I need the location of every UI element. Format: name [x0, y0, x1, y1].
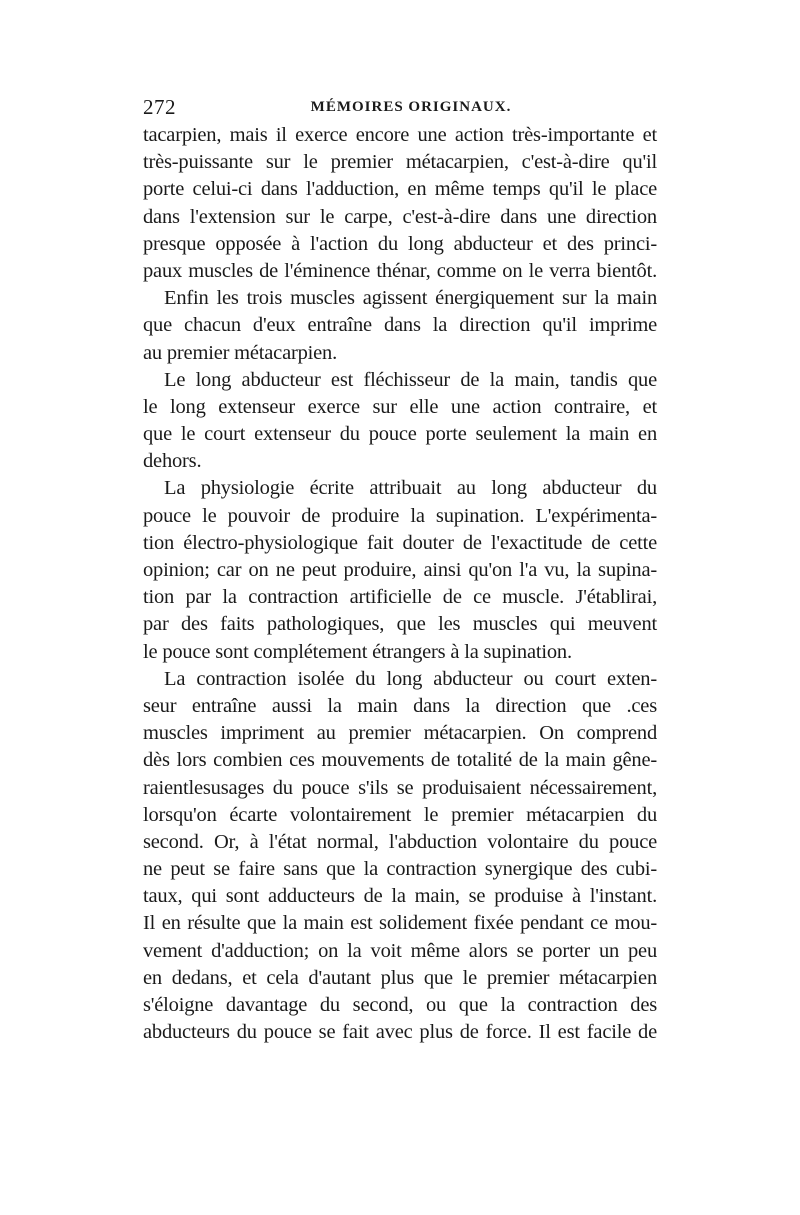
running-title: MÉMOIRES ORIGINAUX. [310, 99, 512, 115]
text-line: taux, qui sont adducteurs de la main, se produise à l'instant. [143, 885, 657, 908]
text-line: par des faits pathologiques, que les muscles qui meuvent [143, 613, 657, 636]
page-number: 272 [143, 95, 176, 119]
text-line: le pouce sont complétement étrangers à la supination. [143, 640, 572, 663]
text-line: tion électro-physiologique fait douter de l'exactitude de cette [143, 531, 657, 554]
text-line: vement d'adduction; on la voit même alors se porter un peu [143, 939, 657, 962]
text-line: dès lors combien ces mouvements de totalité de la main gêne- [143, 749, 657, 772]
book-page [143, 92, 657, 1046]
text-line: muscles impriment au premier métacarpien. On comprend [143, 722, 657, 745]
text-line: lorsqu'on écarte volontairement le premier métacarpien du [143, 803, 657, 826]
text-line: que chacun d'eux entraîne dans la direction qu'il imprime [143, 314, 657, 337]
text-line: paux muscles de l'éminence thénar, comme on le verra bientôt. [143, 259, 657, 282]
text-line: porte celui-ci dans l'adduction, en même temps qu'il le place [143, 178, 657, 201]
text-line: Le long abducteur est fléchisseur de la main, tandis que [164, 368, 657, 391]
text-line: second. Or, à l'état normal, l'abduction volontaire du pouce [143, 830, 657, 853]
body-text [143, 122, 657, 1046]
text-line: Il en résulte que la main est solidement fixée pendant ce mou- [143, 912, 657, 935]
text-line: le long extenseur exerce sur elle une action contraire, et [143, 395, 657, 418]
text-line: dehors. [143, 450, 202, 473]
text-line: s'éloigne davantage du second, ou que la contraction des [143, 994, 657, 1016]
text-line: dans l'extension sur le carpe, c'est-à-dire dans une direction [143, 205, 657, 228]
text-line: abducteurs du pouce se fait avec plus de force. Il est facile de [143, 1021, 657, 1044]
text-line: presque opposée à l'action du long abducteur et des princi- [143, 232, 657, 255]
text-line: tacarpien, mais il exerce encore une action très-importante et [143, 124, 657, 146]
text-line: La physiologie écrite attribuait au long abducteur du [164, 477, 657, 500]
text-line: très-puissante sur le premier métacarpien, c'est-à-dire qu'il [143, 151, 657, 174]
text-line: au premier métacarpien. [143, 341, 338, 364]
text-line: La contraction isolée du long abducteur ou court exten- [164, 667, 657, 690]
text-line: pouce le pouvoir de produire la supination. L'expérimenta- [143, 504, 657, 527]
text-line: opinion; car on ne peut produire, ainsi qu'on l'a vu, la supina- [143, 559, 657, 581]
text-line: raientlesusages du pouce s'ils se produisaient nécessairement, [143, 776, 657, 799]
text-line: tion par la contraction artificielle de ce muscle. J'établirai, [143, 586, 657, 609]
text-line: en dedans, et cela d'autant plus que le premier métacarpien [143, 966, 657, 989]
running-head [143, 92, 657, 122]
text-line: que le court extenseur du pouce porte seulement la main en [143, 423, 657, 446]
text-line: Enfin les trois muscles agissent énergiquement sur la main [164, 287, 657, 310]
text-line: ne peut se faire sans que la contraction synergique des cubi- [143, 858, 657, 881]
text-line: seur entraîne aussi la main dans la direction que .ces [143, 694, 657, 717]
